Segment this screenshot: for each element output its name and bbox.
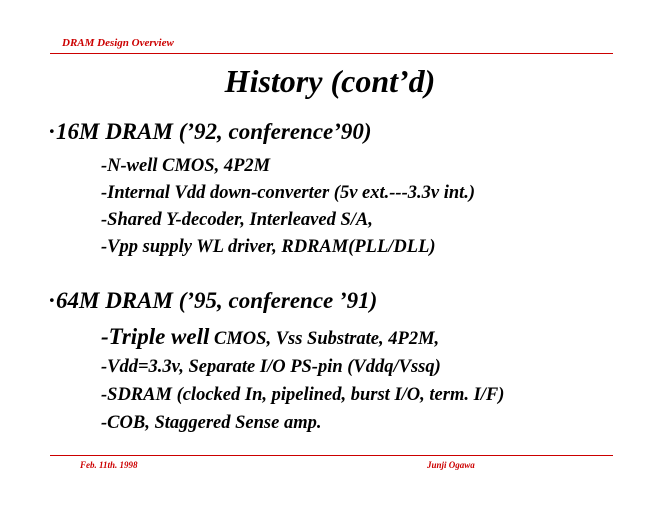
section-64m-item: -Vdd=3.3v, Separate I/O PS-pin (Vddq/Vssq) [101, 357, 441, 377]
footer-author: Junji Ogawa [427, 460, 475, 470]
section-64m-item: -COB, Staggered Sense amp. [101, 413, 322, 433]
footer-divider [50, 455, 613, 456]
section-16m-item: -Internal Vdd down-converter (5v ext.---3.3v int.) [101, 183, 476, 203]
bullet-mark: · [48, 119, 56, 144]
footer-date: Feb. 11th. 1998 [80, 460, 138, 470]
header-divider [50, 53, 613, 54]
slide-title: History (cont’d) [224, 63, 436, 99]
section-16m-heading [48, 119, 372, 145]
section-16m-item: -Shared Y-decoder, Interleaved S/A, [101, 210, 373, 230]
triple-well-emphasis: -Triple well [101, 324, 210, 349]
section-16m-item: -N-well CMOS, 4P2M [101, 156, 271, 176]
slide-header-label: DRAM Design Overview [62, 37, 174, 49]
section-64m-item [101, 324, 439, 350]
section-heading-text: 16M DRAM (’92, conference’90) [56, 119, 372, 144]
section-64m-heading [48, 288, 377, 314]
bullet-mark: · [48, 288, 56, 313]
item-rest-text: CMOS, Vss Substrate, 4P2M, [209, 329, 440, 349]
section-heading-text: 64M DRAM (’95, conference ’91) [56, 288, 378, 313]
section-64m-item: -SDRAM (clocked In, pipelined, burst I/O, term. I/F) [101, 385, 505, 405]
section-16m-item: -Vpp supply WL driver, RDRAM(PLL/DLL) [101, 237, 436, 257]
